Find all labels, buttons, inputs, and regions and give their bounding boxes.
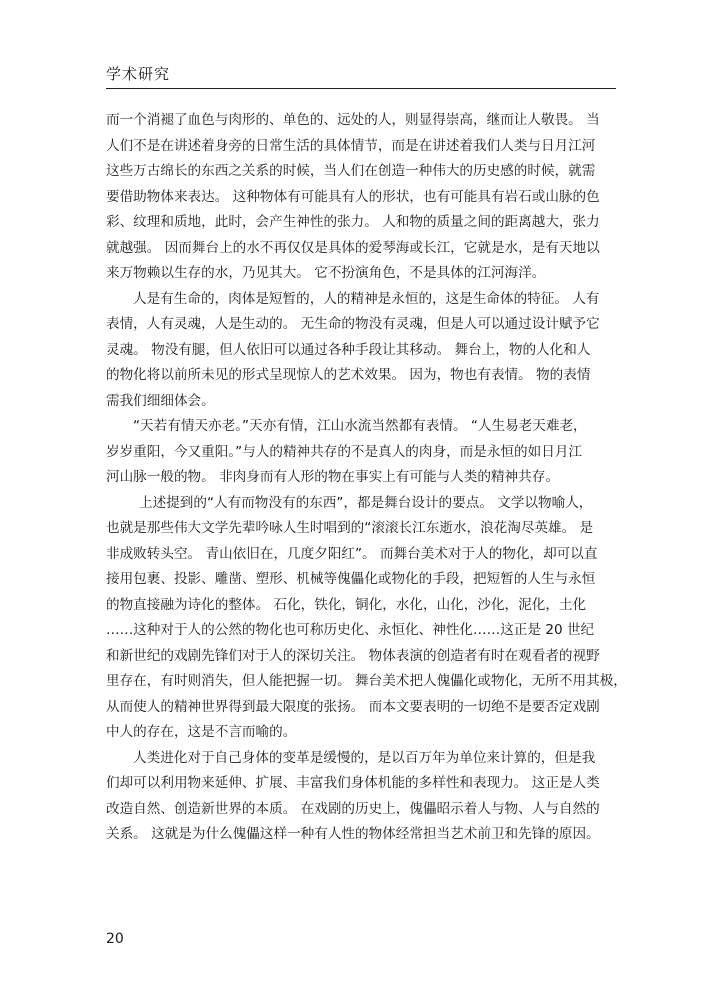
text-line: 人是有生命的，肉体是短暂的，人的精神是永恒的，这是生命体的特征。 人有 bbox=[133, 290, 600, 307]
text-line: 的物直接融为诗化的整体。 石化，铁化，铜化，水化，山化，沙化，泥化，土化 bbox=[106, 596, 587, 613]
text-line: 的物化将以前所未见的形式呈现惊人的艺术效果。 因为，物也有表情。 物的表情 bbox=[106, 367, 591, 383]
page-number: 20 bbox=[106, 931, 124, 947]
text-line: 彩、纹理和质地，此时，会产生神性的张力。 人和物的质量之间的距离越大，张力 bbox=[106, 214, 600, 230]
article-body bbox=[106, 108, 627, 848]
text-line: 和新世纪的戏剧先锋们对于人的深切关注。 物体表演的创造者有时在观看者的视野 bbox=[106, 647, 600, 664]
text-line: 要借助物体来表达。 这种物体有可能具有人的形状，也有可能具有岩石或山脉的色 bbox=[106, 188, 600, 205]
text-line: 岁岁重阳，今又重阳。”与人的精神共存的不是真人的肉身，而是永恒的如日月江 bbox=[106, 443, 583, 460]
text-line: 来万物赖以生存的水，乃见其大。 它不扮演角色，不是具体的江河海洋。 bbox=[106, 265, 546, 281]
text-line: 这些万古绵长的东西之关系的时候，当人们在创造一种伟大的历史感的时候，就需 bbox=[106, 163, 596, 179]
header-rule bbox=[106, 88, 616, 89]
text-line: 也就是那些伟大文学先辈吟咏人生时唱到的“滚滚长江东逝水，浪花淘尽英雄。 是 bbox=[106, 520, 594, 536]
text-line: 从而使人的精神世界得到最大限度的张扬。 而本文要表明的一切绝不是要否定戏剧 bbox=[106, 698, 600, 715]
paragraph bbox=[106, 108, 618, 287]
text-line: 们却可以利用物来延伸、扩展、丰富我们身体机能的多样性和表现力。 这正是人类 bbox=[106, 775, 600, 791]
running-header bbox=[106, 64, 618, 84]
text-line: “天若有情天亦老。”天亦有情，江山水流当然都有表情。 “人生易老天难老， bbox=[133, 418, 587, 434]
text-line: 改造自然、创造新世界的本质。 在戏剧的历史上，傀儡昭示着人与物、人与自然的 bbox=[106, 800, 600, 817]
text-line: 中人的存在，这是不言而喻的。 bbox=[106, 724, 297, 740]
paragraph bbox=[106, 746, 618, 848]
text-line: 非成败转头空。 青山依旧在，几度夕阳红”。 而舞台美术对于人的物化，却可以直 bbox=[106, 545, 598, 562]
text-line: 而一个消褪了血色与肉形的、单色的、远处的人，则显得崇高，继而让人敬畏。 当 bbox=[106, 112, 600, 128]
text-line: 里存在，有时则消失，但人能把握一切。 舞台美术把人傀儡化或物化，无所不用其极， bbox=[106, 673, 627, 689]
text-line: 需我们细细体会。 bbox=[106, 392, 215, 409]
paragraph bbox=[106, 491, 627, 746]
text-line: 人类进化对于自己身体的变革是缓慢的，是以百万年为单位来计算的，但是我 bbox=[133, 749, 596, 766]
text-line: 上述提到的“人有而物没有的东西”，都是舞台设计的要点。 文学以物喻人， bbox=[139, 494, 593, 511]
text-line: 表情，人有灵魂，人是生动的。 无生命的物没有灵魂，但是人可以通过设计赋予它 bbox=[106, 316, 600, 332]
text-line: 接用包裹、投影、雕凿、塑形、机械等傀儡化或物化的手段，把短暂的人生与永恒 bbox=[106, 571, 596, 587]
paragraph bbox=[106, 414, 618, 491]
text-line: ……这种对于人的公然的物化也可称历史化、永恒化、神性化……这正是 20 世纪 bbox=[106, 622, 595, 638]
text-line: 人们不是在讲述着身旁的日常生活的具体情节，而是在讲述着我们人类与日月江河 bbox=[106, 137, 596, 154]
header-title: 学术研究 bbox=[106, 65, 171, 83]
text-line: 河山脉一般的物。 非肉身而有人形的物在事实上有可能与人类的精神共存。 bbox=[106, 469, 559, 485]
text-line: 就越强。 因而舞台上的水不再仅仅是具体的爱琴海或长江，它就是水，是有天地以 bbox=[106, 239, 600, 256]
text-line: 灵魂。 物没有腿，但人依旧可以通过各种手段让其移动。 舞台上，物的人化和人 bbox=[106, 341, 591, 358]
text-line: 关系。 这就是为什么傀儡这样一种有人性的物体经常担当艺术前卫和先锋的原因。 bbox=[106, 826, 600, 842]
paragraph bbox=[106, 287, 618, 415]
